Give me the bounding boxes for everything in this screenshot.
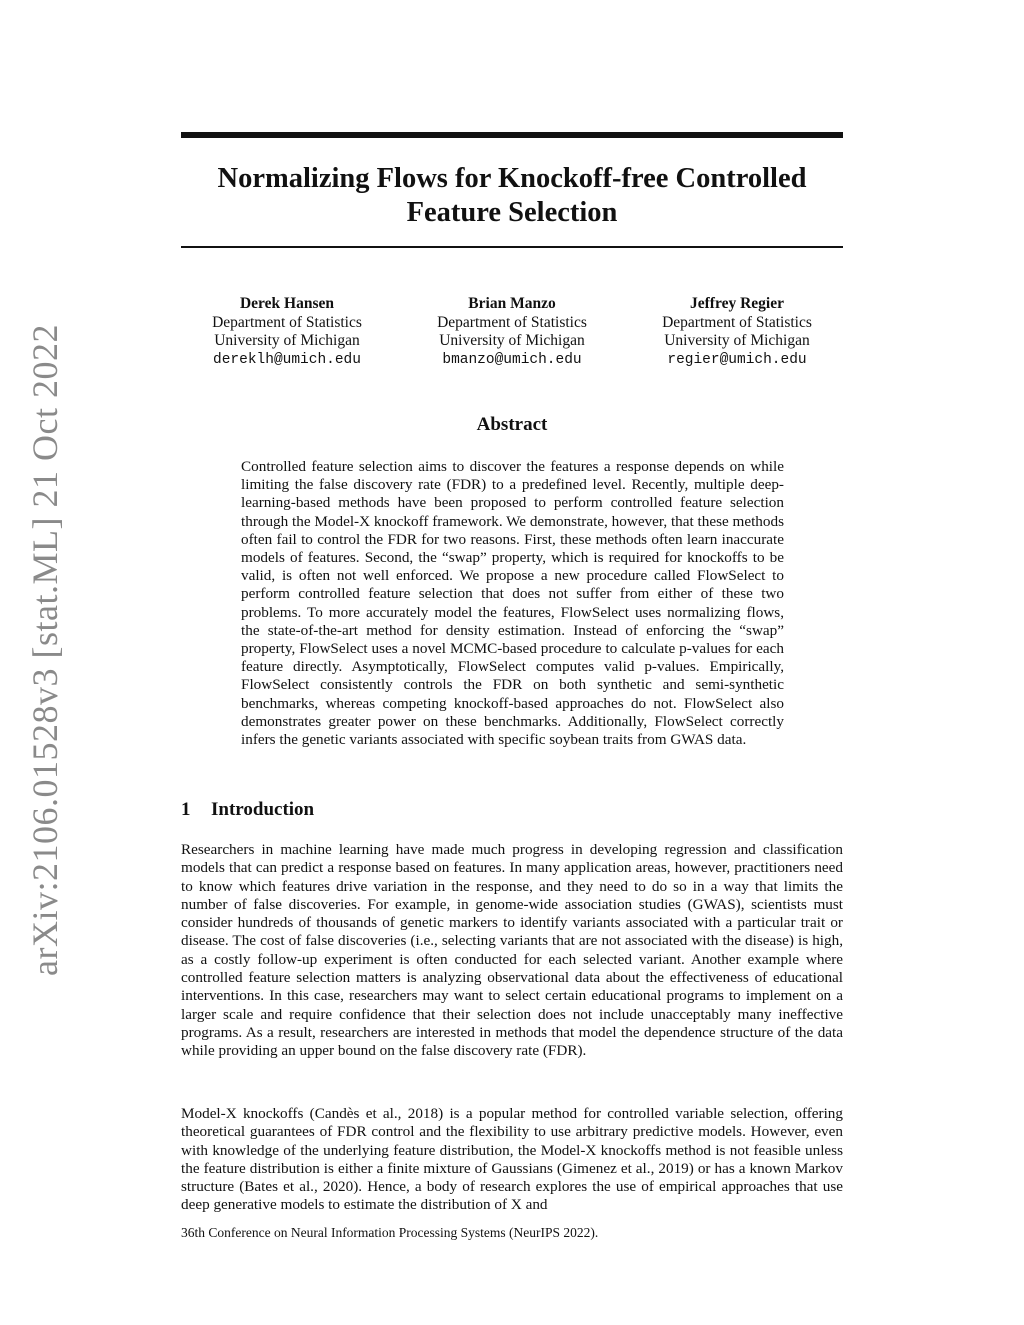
author-email: regier@umich.edu [667, 351, 807, 368]
author-card [406, 295, 618, 369]
author-affiliation: University of Michigan [664, 332, 810, 349]
author-block [181, 295, 843, 369]
section-title: Introduction [211, 799, 315, 820]
section-number: 1 [181, 799, 191, 820]
abstract-heading: Abstract [476, 414, 548, 435]
arxiv-identifier: arXiv:2106.01528v3 [stat.ML] 21 Oct 2022 [25, 324, 65, 976]
author-email: bmanzo@umich.edu [442, 351, 582, 368]
title-line-1: Normalizing Flows for Knockoff-free Controlled [217, 163, 807, 194]
intro-paragraph-1: Researchers in machine learning have made much progress in developing regression and classification models that can predict a response based on features. In many application areas, however, practitioners need to know which features drive variation in the response, and they need to do so in a way that limits the number of false discoveries. For example, in genome-wide association studies (GWAS), scientists must consider hundreds of thousands of genetic markers to identify variants associated with a particular trait or disease. The cost of false discoveries (i.e., selecting variants that are not associated with the disease) is high, as a costly follow-up experiment is often conducted for each selected variant. Another example where controlled feature selection matters is analyzing observational data about the effectiveness of educational interventions. In this case, researchers may want to select certain educational programs to implement on a larger scale and require confidence that their selection does not include unacceptably many ineffective programs. As a result, researchers are interested in methods that model the dependence structure of the data while providing an upper bound on the false discovery rate (FDR). [181, 841, 843, 1060]
title-line-2: Feature Selection [406, 197, 618, 228]
author-department: Department of Statistics [437, 313, 587, 331]
author-affiliation: University of Michigan [214, 332, 360, 349]
author-name: Brian Manzo [468, 295, 556, 312]
arxiv-sidebar [0, 324, 90, 976]
author-name: Jeffrey Regier [690, 295, 784, 312]
conference-footnote: 36th Conference on Neural Information Processing Systems (NeurIPS 2022). [181, 1225, 599, 1240]
author-card [181, 295, 393, 369]
intro-paragraph-2: Model-X knockoffs (Candès et al., 2018) is a popular method for controlled variable selection, offering theoretical guarantees of FDR control and the flexibility to use arbitrary predictive models. However, even with knowledge of the underlying feature distribution, the Model-X knockoffs method is not feasible unless the feature distribution is either a finite mixture of Gaussians (Gimenez et al., 2019) or has a known Markov structure (Bates et al., 2020). Hence, a body of research explores the use of empirical approaches that use deep generative models to estimate the distribution of X and [181, 1105, 843, 1214]
author-name: Derek Hansen [239, 295, 334, 312]
section-heading [181, 799, 314, 821]
author-card [631, 295, 843, 369]
title-bottom-rule [181, 246, 843, 248]
title-top-rule [181, 132, 843, 138]
author-department: Department of Statistics [212, 313, 362, 331]
author-email: dereklh@umich.edu [213, 351, 361, 368]
author-affiliation: University of Michigan [439, 332, 585, 349]
author-department: Department of Statistics [662, 313, 812, 331]
abstract-text: Controlled feature selection aims to discover the features a response depends on while limiting the false discovery rate (FDR) to a predefined level. Recently, multiple deep-learning-based methods have been proposed to perform controlled feature selection through the Model-X knockoff framework. We demonstrate, however, that these methods often fail to control the FDR for two reasons. First, these methods often learn inaccurate models of features. Second, the “swap” property, which is required for knockoffs to be valid, is often not well enforced. We propose a new procedure called FlowSelect to perform controlled feature selection that does not suffer from either of these two problems. To more accurately model the features, FlowSelect uses normalizing flows, the state-of-the-art method for density estimation. Instead of enforcing the “swap” property, FlowSelect uses a novel MCMC-based procedure to calculate p-values for each feature directly. Asymptotically, FlowSelect computes valid p-values. Empirically, FlowSelect consistently controls the FDR on both synthetic and semi-synthetic benchmarks, whereas competing knockoff-based approaches do not. FlowSelect also demonstrates greater power on these benchmarks. Additionally, FlowSelect correctly infers the genetic variants associated with specific soybean traits from GWAS data. [241, 458, 784, 749]
paper-title [181, 162, 843, 230]
